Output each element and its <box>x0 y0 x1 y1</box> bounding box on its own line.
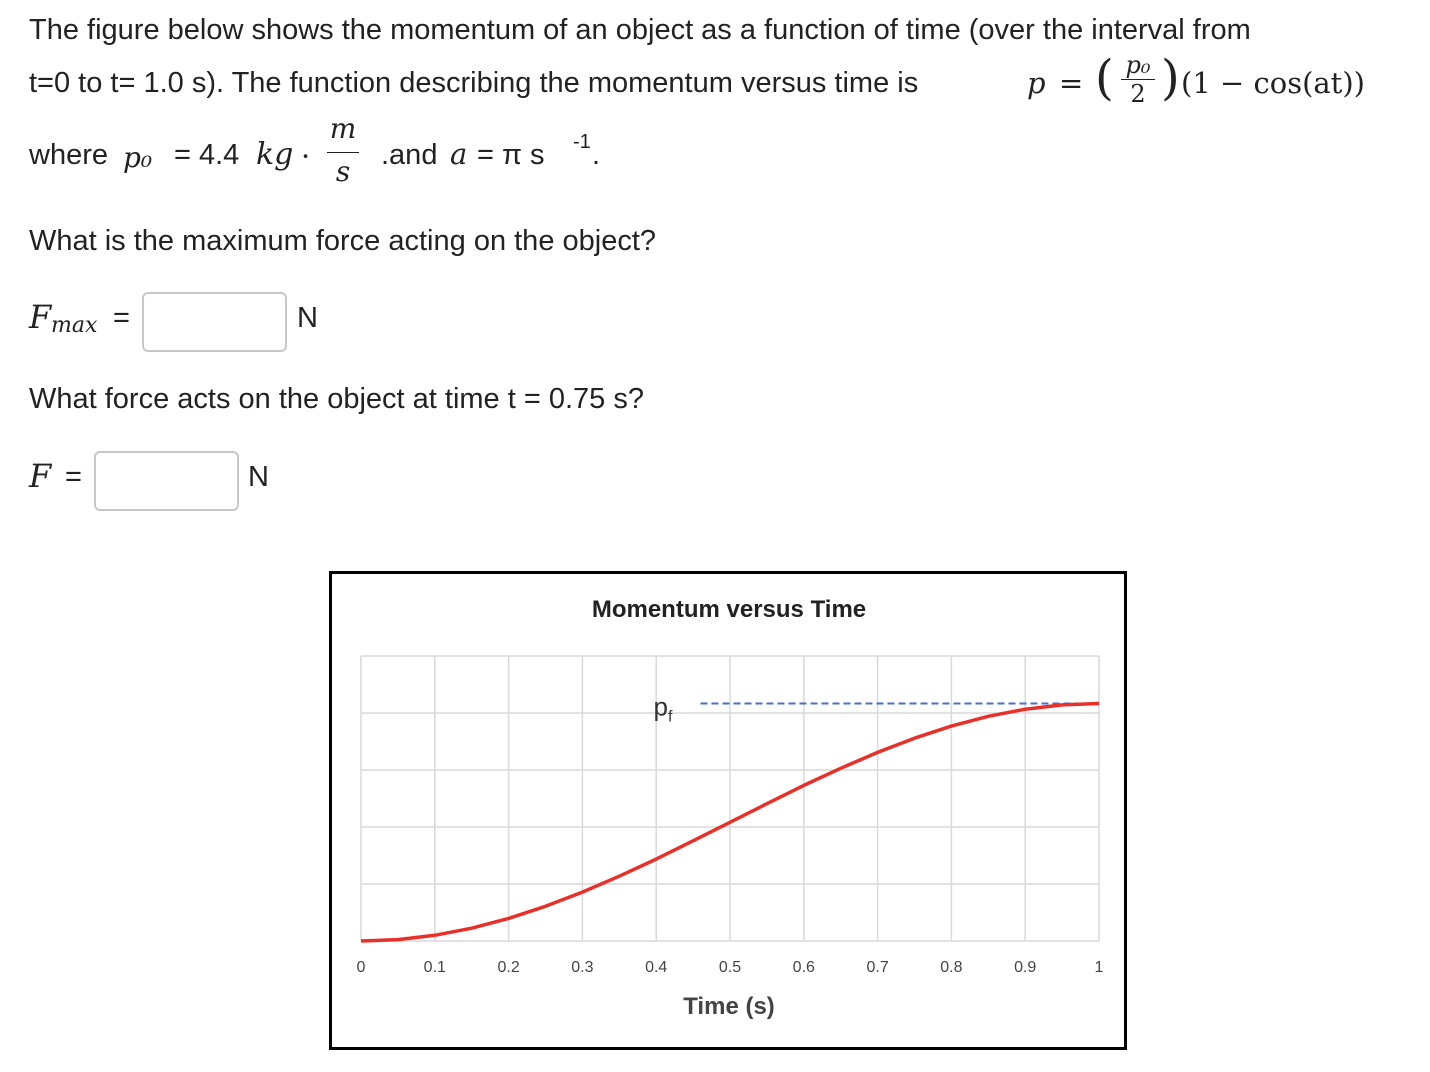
fmax-equals: = <box>113 302 130 334</box>
pf-label-main: p <box>653 691 668 722</box>
formula-equals: = <box>1059 66 1084 100</box>
x-tick-label: 1 <box>1094 959 1104 976</box>
x-tick-label: 0.2 <box>497 959 520 976</box>
chart-title: Momentum versus Time <box>591 596 867 623</box>
givens-p0-value: = 4.4 <box>174 139 240 171</box>
givens-where: where <box>29 139 108 171</box>
x-tick-label: 0 <box>356 959 366 976</box>
x-tick-label: 0.5 <box>718 959 742 976</box>
f-unit: N <box>248 461 269 493</box>
givens-unit-bar <box>327 152 359 153</box>
fmax-var-main: F <box>29 298 52 336</box>
x-tick-label: 0.8 <box>940 959 963 976</box>
givens-unit-num: m <box>329 112 357 145</box>
x-tick-label: 0.9 <box>1014 959 1037 976</box>
f-var-main: F <box>29 457 52 495</box>
formula-frac-den: 2 <box>1130 80 1146 108</box>
givens-a-value: = π s <box>477 139 545 171</box>
formula-fraction <box>1117 52 1159 107</box>
chart-x-ticks <box>357 959 1104 976</box>
fmax-answer-input[interactable] <box>142 292 287 352</box>
x-tick-label: 0.1 <box>423 959 446 976</box>
givens-a-symbol: a <box>450 137 468 171</box>
givens-a-exponent: -1 <box>573 131 591 153</box>
question-1-answer-row <box>29 290 389 354</box>
formula-frac-num: p₀ <box>1125 51 1151 79</box>
givens-p0-symbol: p₀ <box>123 141 153 174</box>
intro-text-1: The figure below shows the momentum of an object as a function of time (over the interval from <box>29 14 1251 46</box>
f-answer-input[interactable] <box>94 451 239 511</box>
x-tick-label: 0.3 <box>571 959 594 976</box>
givens-line <box>29 112 729 202</box>
momentum-chart-svg <box>332 574 1124 1047</box>
intro-line-1 <box>29 14 1251 47</box>
formula-rparen: ) <box>1161 50 1180 106</box>
pf-label <box>653 692 672 726</box>
pf-label-sub: f <box>667 708 673 726</box>
x-axis-label: Time (s) <box>683 993 775 1020</box>
x-tick-label: 0.7 <box>866 959 889 976</box>
fmax-var-sub: max <box>51 313 98 338</box>
givens-unit-den: s <box>335 155 351 188</box>
formula-lparen: ( <box>1095 50 1114 106</box>
question-1-prompt: What is the maximum force acting on the object? <box>29 225 657 257</box>
intro-line-2 <box>29 67 918 100</box>
givens-and: .and <box>381 139 438 171</box>
momentum-formula <box>1027 52 1427 122</box>
momentum-chart <box>329 571 1127 1050</box>
fmax-unit: N <box>297 302 318 334</box>
x-tick-label: 0.6 <box>792 959 815 976</box>
formula-p: p <box>1027 66 1046 100</box>
formula-tail: (1 − cos(at)) <box>1181 66 1365 100</box>
chart-gridlines <box>361 656 1099 941</box>
givens-kg: kg <box>256 137 294 172</box>
question-2-answer-row <box>29 449 349 513</box>
givens-unit-fraction <box>323 112 363 187</box>
intro-text-2: t=0 to t= 1.0 s). The function describing the momentum versus time is <box>29 67 919 99</box>
x-tick-label: 0.4 <box>645 959 668 976</box>
givens-period: . <box>592 139 601 171</box>
question-2-prompt: What force acts on the object at time t = 0.75 s? <box>29 383 644 415</box>
f-equals: = <box>65 461 82 493</box>
givens-dot: · <box>301 139 311 173</box>
